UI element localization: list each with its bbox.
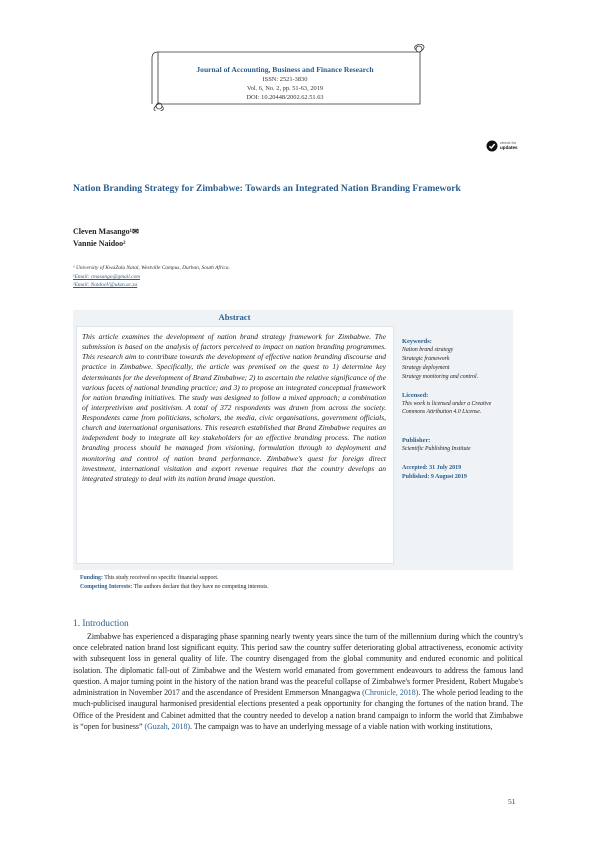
journal-volume: Vol. 6, No. 2, pp. 51-63, 2019 [246, 85, 324, 92]
publisher-text: Scientific Publishing Institute [402, 446, 471, 452]
citation-chronicle[interactable]: (Chronicle, 2018) [362, 688, 419, 698]
check-for-updates-badge[interactable] [486, 139, 522, 153]
keyword-1: Nation brand strategy [402, 347, 454, 353]
section-heading: 1. Introduction [73, 619, 129, 629]
citation-guzah[interactable]: (Guzah, 2018) [144, 721, 191, 731]
keyword-3: Strategy deployment [402, 365, 450, 371]
competing-line [80, 584, 269, 590]
email-2[interactable]: ²Email: NaidooV@ukzn.ac.za [73, 282, 138, 288]
funding-line [80, 575, 218, 581]
abstract-heading: Abstract [218, 312, 251, 322]
competing-text: The authors declare that they have no competing interests. [133, 584, 269, 590]
intro-text-1: Zimbabwe has experienced a disparaging phase spanning nearly twenty years since the turn of the millennium during which the country's once celebrated nation brand lost significant equity. This period saw the country suffer deteriorating global attractiveness, economic activity with subsequent loss in general quality of life. The country disengaged from the global community and endured economic and political isolation. The diplomatic fall-out of Zimbabwe and the Western world emanated from government endeavours to address the famous land question. A major turning point in the history of the nation brand was the peaceful collapse of Zimbabwe's former President, Robert Mugabe's administration in November 2017 and the ascendance of President Emmerson Mnangagwa [73, 632, 523, 698]
journal-name: Journal of Accounting, Business and Finance Research [196, 65, 374, 74]
updates-line2: updates [500, 145, 518, 150]
funding-text: This study received no specific financial support. [104, 575, 219, 581]
author-2: Vannie Naidoo² [73, 239, 126, 248]
keywords-heading: Keywords: [402, 338, 432, 345]
updates-line1: check for [500, 140, 517, 145]
journal-issn: ISSN: 2521-3830 [262, 76, 308, 83]
article-title: Nation Branding Strategy for Zimbabwe: Towards an Integrated Nation Branding Framework [73, 183, 461, 194]
introduction-paragraph [73, 631, 523, 732]
publisher-heading: Publisher: [402, 437, 431, 444]
affiliation: ¹ University of KwaZulu Natal, Westville Campus, Durban, South Africa. [73, 265, 230, 271]
accepted-date: Accepted: 31 July 2019 [402, 465, 462, 471]
licensed-heading: Licensed: [402, 392, 429, 399]
check-updates-icon [486, 140, 498, 152]
abstract-text: This article examines the development of nation brand strategy framework for Zimbabwe. The submission is based on the analysis of factors perceived to impact on nation branding programmes. This research aim to contribute towards the development of effective nation branding discourse and practice in Zimbabwe. Specifically, the article was premised on the quest to 1) determine key determinants for the development of Brand Zimbabwe; 2) to ascertain the relative significance of the various facets of national branding practice; and 3) to propose an integrated conceptual framework for nation branding initiatives. The study was designed to follow a mixed approach; a combination of interpretivism and positivism. A total of 372 respondents was drawn from across the society. Respondents came from politicians, scholars, the media, civic organisations, government officials, church and international organisations. This research established that Brand Zimbabwe requires an independent body to integrate all key stakeholders for an effective branding process. The nation branding process should be managed from visioning, formulation through to deployment and monitoring and control of nation brand performance. Zimbabwe's quest for foreign direct investment, international visitation and export revenue requires that the country develops an integrated strategy to deal with its nation brand image question. [82, 332, 386, 483]
email-1[interactable]: ¹Email: cmasango@gmail.com [73, 274, 141, 280]
keyword-2: Strategic framework [402, 356, 450, 362]
journal-doi: DOI: 10.20448/2002.62.51.63 [246, 94, 324, 101]
funding-label: Funding: [80, 575, 103, 581]
keyword-4: Strategy monitoring and control. [402, 374, 479, 380]
competing-label: Competing Interests: [80, 584, 133, 590]
intro-text-3: . The campaign was to have an underlying message of a viable nation with working institutions, [190, 721, 493, 731]
published-date: Published: 9 August 2019 [402, 474, 467, 480]
author-1: Cleven Masango¹✉ [73, 227, 139, 236]
intro-text-2: . The whole period leading to the much-publicised inaugural harmonised presidential elections presented a peak opportunity for changing the fortunes of the nation brand. The Office of the President and Cabinet admitted that the country needed to develop a nation brand campaign to inform the world that Zimbabwe is “open for business” [73, 688, 523, 731]
page-number: 51 [508, 797, 516, 806]
licensed-text[interactable]: This work is licensed under a Creative Commons Attribution 4.0 License. [402, 401, 492, 415]
